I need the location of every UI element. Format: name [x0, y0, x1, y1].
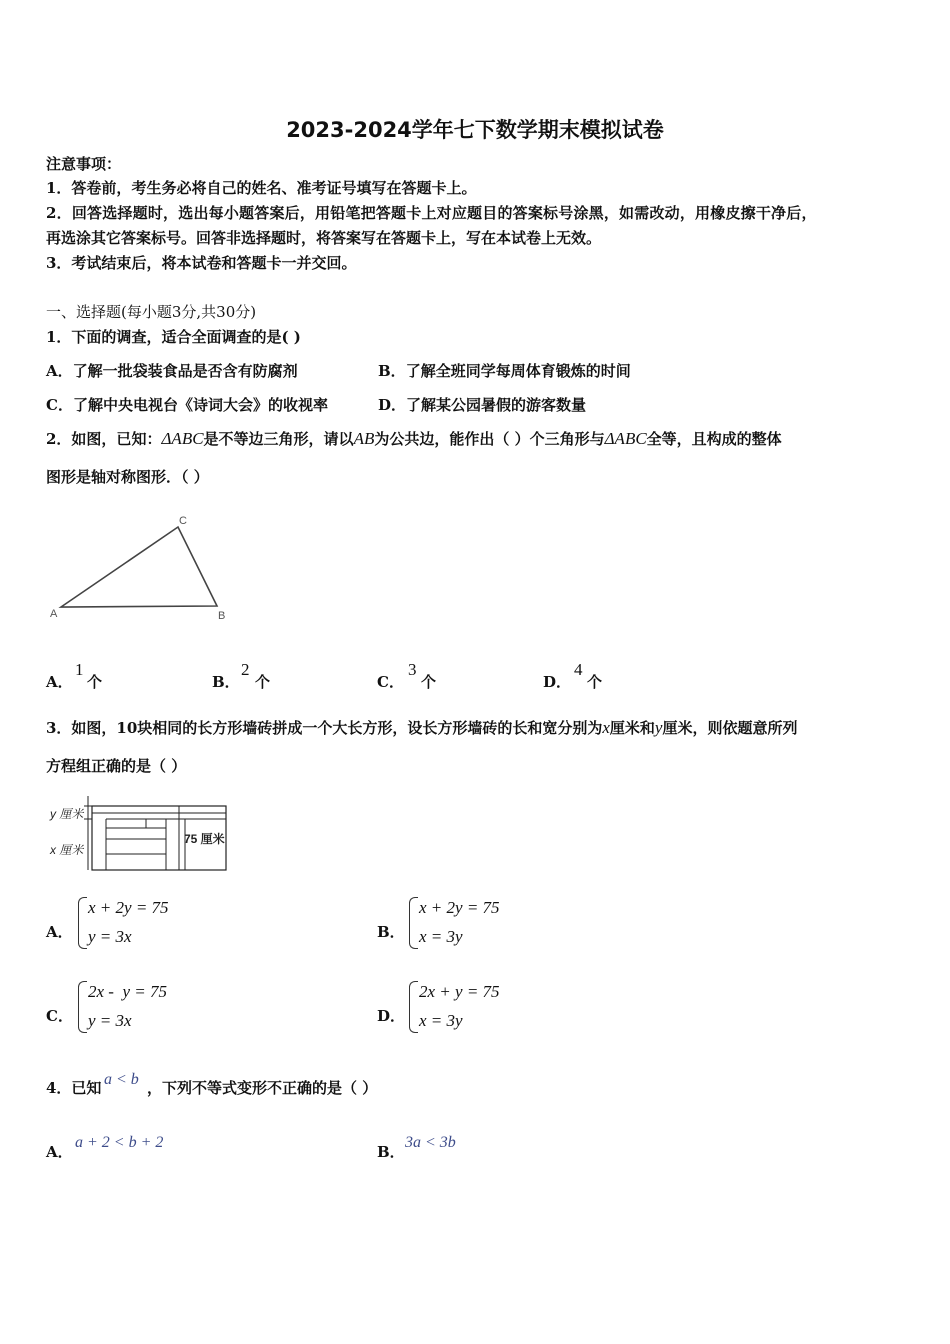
q2-option-a: A．: [46, 673, 73, 691]
q3-option-c-brace: [78, 981, 87, 1033]
x-dimension-label: x 厘米: [50, 843, 84, 857]
triangle-abc: [61, 527, 217, 607]
q3-option-d-eq2: x = 3y: [419, 1011, 463, 1030]
y-dimension-label: y 厘米: [50, 807, 84, 821]
vertex-a-label: A: [50, 608, 58, 620]
q1-option-b: B．了解全班同学每周体育锻炼的时间: [378, 362, 631, 380]
q4-condition: a < b: [104, 1071, 139, 1088]
q2-option-d: D．: [543, 673, 572, 691]
notice-item-2-cont: 再选涂其它答案标号。回答非选择题时，将答案写在答题卡上，写在本试卷上无效。: [46, 229, 602, 247]
q2-option-a-value: 1: [75, 660, 84, 679]
q3-stem-cont: 方程组正确的是（ ）: [46, 757, 187, 775]
q2-option-a-unit: 个: [87, 673, 103, 691]
q3-option-d-eq1: 2x + y = 75: [419, 982, 500, 1001]
notice-heading: 注意事项：: [46, 155, 122, 173]
q3-option-b-eq2: x = 3y: [419, 927, 463, 946]
q1-option-a: A．了解一批袋装食品是否含有防腐剂: [46, 362, 298, 380]
q2-option-d-value: 4: [574, 660, 583, 679]
q3-option-b-brace: [409, 897, 418, 949]
q3-option-a-eq2: y = 3x: [88, 927, 132, 946]
q2-option-c: C．: [377, 673, 404, 691]
triangle-figure: [40, 510, 240, 630]
page-title: 2023-2024学年七下数学期末模拟试卷: [286, 118, 664, 142]
q3-option-b-eq1: x + 2y = 75: [419, 898, 500, 917]
q4-stem-start: 4．已知: [46, 1079, 102, 1097]
q2-option-b: B．: [212, 673, 240, 691]
vertex-c-label: C: [179, 515, 187, 527]
q4-option-b: B．: [377, 1143, 405, 1161]
vertex-b-label: B: [218, 610, 226, 622]
q2-option-b-value: 2: [241, 660, 250, 679]
q4-option-b-expr: 3a < 3b: [405, 1134, 456, 1151]
q1-stem: 1．下面的调查，适合全面调查的是( ): [46, 328, 301, 346]
q3-option-a-eq1: x + 2y = 75: [88, 898, 169, 917]
q3-option-c: C．: [46, 1007, 73, 1025]
section-heading: 一、选择题(每小题3分,共30分): [46, 303, 257, 321]
height-dimension-label: 75 厘米: [184, 832, 225, 846]
notice-item-3: 3．考试结束后，将本试卷和答题卡一并交回。: [46, 254, 357, 272]
q3-option-c-eq2: y = 3x: [88, 1011, 132, 1030]
q3-option-a-brace: [78, 897, 87, 949]
brick-figure: [46, 794, 236, 876]
q3-option-c-eq1: 2x - y = 75: [88, 982, 167, 1001]
q4-stem-end: ，下列不等式变形不正确的是（ ）: [147, 1079, 378, 1097]
q3-stem: 3．如图，10块相同的长方形墙砖拼成一个大长方形，设长方形墙砖的长和宽分别为x厘米和y厘米，则依题意所列: [46, 718, 798, 737]
q2-option-c-value: 3: [408, 660, 417, 679]
q4-option-a: A．: [46, 1143, 73, 1161]
q2-stem-cont: 图形是轴对称图形．（ ）: [46, 468, 209, 486]
q2-option-d-unit: 个: [587, 673, 603, 691]
q3-option-b: B．: [377, 923, 405, 941]
q3-option-a: A．: [46, 923, 73, 941]
notice-item-2: 2．回答选择题时，选出每小题答案后，用铅笔把答题卡上对应题目的答案标号涂黑，如需改动，用橡皮擦干净后，: [46, 204, 817, 222]
q3-option-d-brace: [409, 981, 418, 1033]
q3-option-d: D．: [377, 1007, 406, 1025]
q2-option-c-unit: 个: [421, 673, 437, 691]
q2-option-b-unit: 个: [255, 673, 271, 691]
q2-stem: 2．如图，已知：ΔABC是不等边三角形，请以AB为公共边，能作出（ ）个三角形与ΔABC全等，且构成的整体: [46, 429, 782, 448]
notice-item-1: 1．答卷前，考生务必将自己的姓名、准考证号填写在答题卡上。: [46, 179, 477, 197]
q1-option-d: D．了解某公园暑假的游客数量: [378, 396, 587, 414]
q1-option-c: C．了解中央电视台《诗词大会》的收视率: [46, 396, 328, 414]
q4-option-a-expr: a + 2 < b + 2: [75, 1134, 164, 1151]
